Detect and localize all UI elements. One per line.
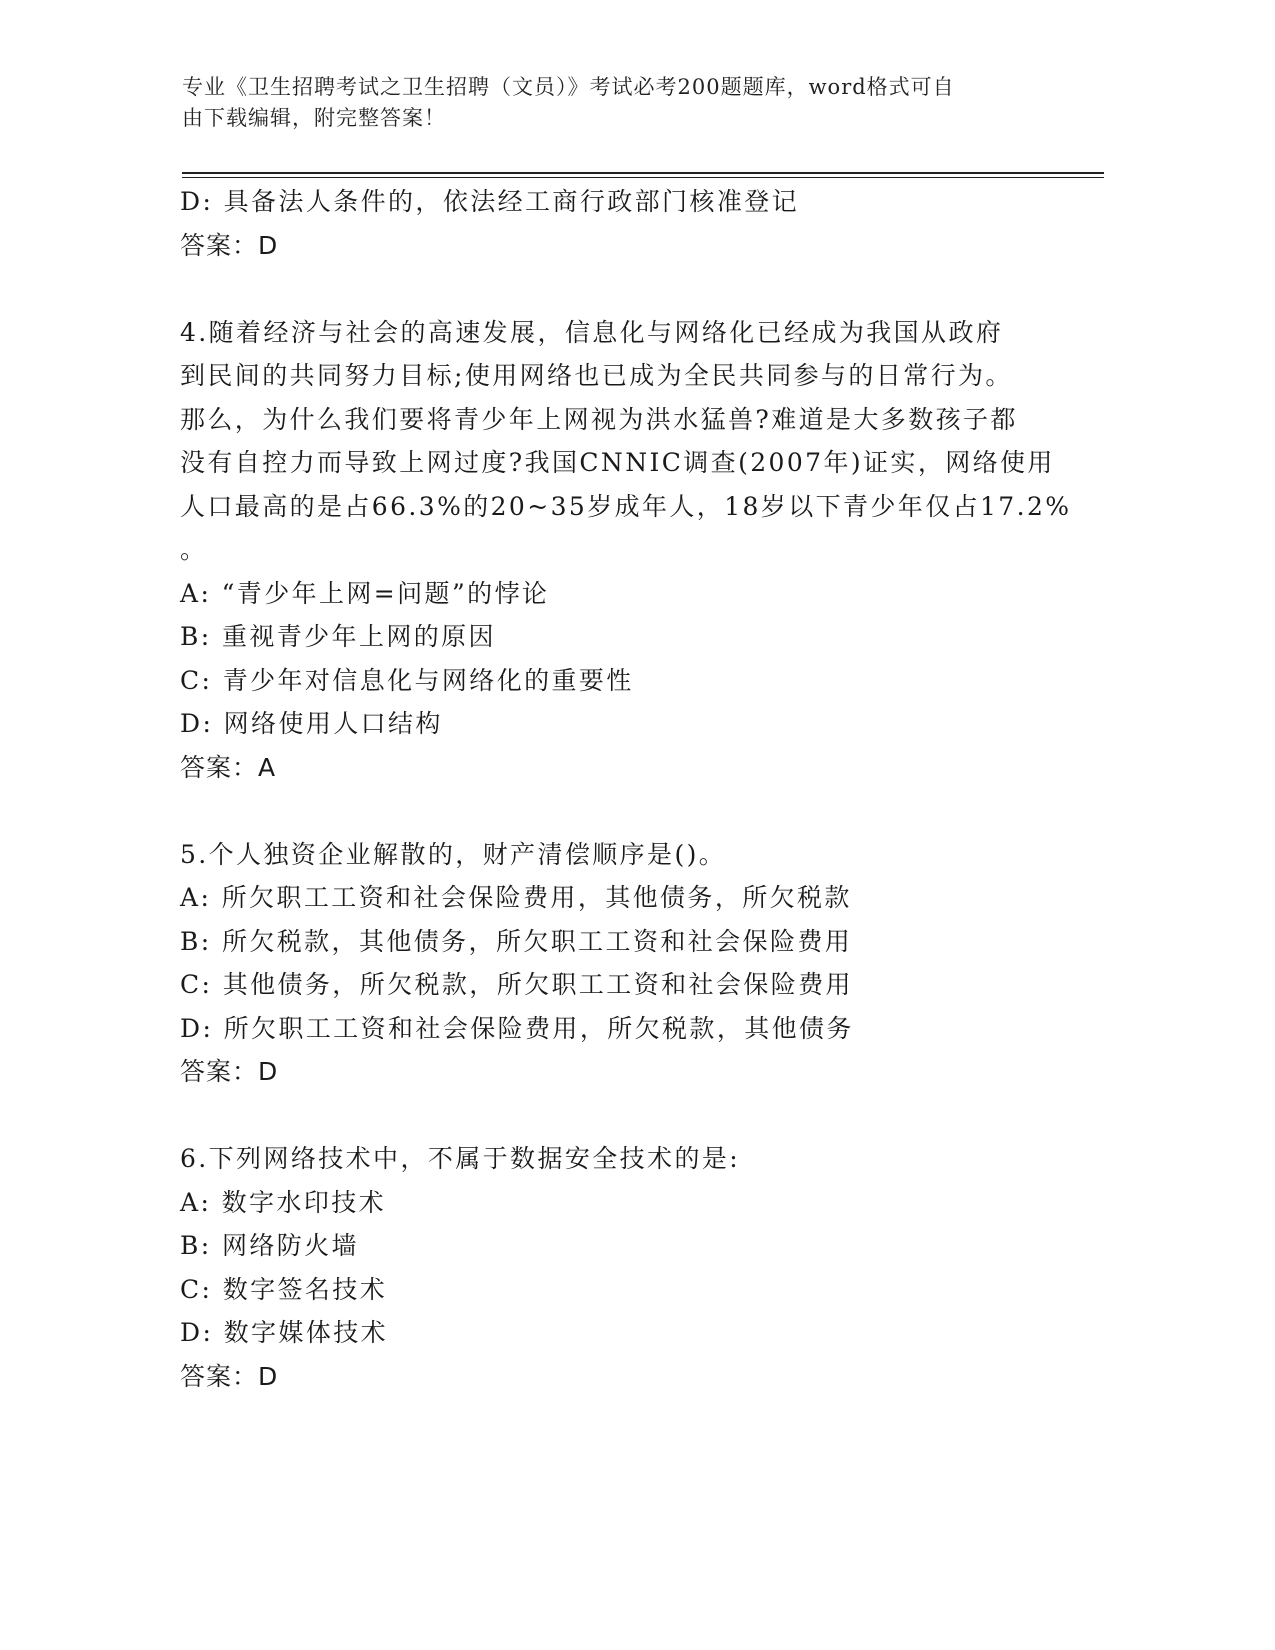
question-5-option-d: D: 所欠职工工资和社会保险费用，所欠税款，其他债务 (180, 1013, 854, 1043)
question-4-option-c: C: 青少年对信息化与网络化的重要性 (180, 665, 634, 695)
question-4 (180, 311, 1080, 790)
question-5-option-c: C: 其他债务，所欠税款，所欠职工工资和社会保险费用 (180, 970, 853, 999)
question-4-line-5: 人口最高的是占66.3%的20~35岁成年人，18岁以下青少年仅占17.2% (180, 491, 1072, 521)
question-6-option-d: D: 数字媒体技术 (180, 1318, 389, 1347)
question-6-option-c: C: 数字签名技术 (180, 1274, 388, 1304)
header-line-2: 由下载编辑，附完整答案！ (182, 106, 446, 130)
question-4-line-6: 。 (180, 535, 208, 564)
question-4-line-3: 那么，为什么我们要将青少年上网视为洪水猛兽?难道是大多数孩子都 (180, 404, 1018, 434)
header-line-1: 专业《卫生招聘考试之卫生招聘（文员）》考试必考200题题库，word格式可自 (182, 75, 955, 99)
question-6-stem: 6.下列网络技术中，不属于数据安全技术的是: (180, 1144, 741, 1173)
prev-option-d: D: 具备法人条件的，依法经工商行政部门核准登记 (180, 187, 800, 216)
question-5-answer: 答案：D (180, 1057, 279, 1086)
question-4-option-b: B: 重视青少年上网的原因 (180, 622, 496, 651)
header-divider-thick (182, 172, 1104, 174)
question-5-stem: 5.个人独资企业解散的，财产清偿顺序是()。 (180, 839, 727, 869)
spacer (180, 789, 1080, 833)
spacer (180, 1094, 1080, 1138)
question-4-line-2: 到民间的共同努力目标;使用网络也已成为全民共同参与的日常行为。 (180, 361, 1013, 390)
header-divider-thin (182, 177, 1104, 178)
question-5-option-b: B: 所欠税款，其他债务，所欠职工工资和社会保险费用 (180, 926, 853, 956)
question-4-option-a: A: “青少年上网=问题”的悖论 (180, 578, 550, 608)
spacer (180, 267, 1080, 311)
question-6-option-b: B: 网络防火墙 (180, 1231, 359, 1260)
question-4-line-1: 4.随着经济与社会的高速发展，信息化与网络化已经成为我国从政府 (180, 317, 1004, 347)
question-4-option-d: D: 网络使用人口结构 (180, 709, 443, 738)
page-header (182, 72, 1082, 134)
prev-answer: 答案：D (180, 230, 279, 260)
question-6-answer: 答案：D (180, 1361, 279, 1391)
question-content (180, 180, 1080, 1398)
question-6 (180, 1137, 1080, 1398)
question-5-option-a: A: 所欠职工工资和社会保险费用，其他债务，所欠税款 (180, 883, 852, 912)
question-6-option-a: A: 数字水印技术 (180, 1187, 387, 1217)
question-4-line-4: 没有自控力而导致上网过度?我国CNNIC调查(2007年)证实，网络使用 (180, 448, 1055, 477)
question-4-answer: 答案：A (180, 752, 277, 782)
question-5 (180, 833, 1080, 1094)
